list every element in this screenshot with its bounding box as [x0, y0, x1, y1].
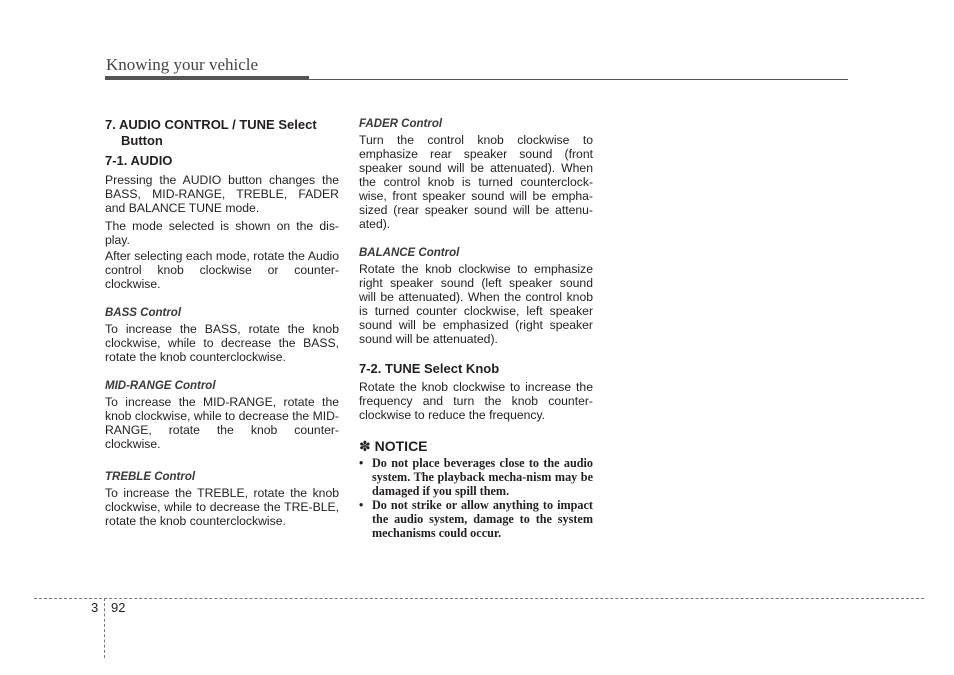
balance-control-heading: BALANCE Control	[359, 247, 460, 259]
subsection-heading-tune: 7-2. TUNE Select Knob	[359, 361, 500, 376]
notice-heading	[359, 437, 593, 455]
bass-control-text: To increase the BASS, rotate the knob clockwise, while to decrease the BASS, rotate the knob counterclockwise.	[105, 322, 339, 364]
tune-text: Rotate the knob clockwise to increase the frequency and turn the knob counter-clockwise to reduce the frequency.	[359, 380, 593, 422]
notice-item	[359, 498, 593, 540]
midrange-control-heading: MID-RANGE Control	[105, 380, 216, 392]
balance-control-text: Rotate the knob clockwise to emphasize right speaker sound (left speaker sound will be attenuated). When the control knob is turned counter clockwise, left speaker sound will be emphasized (right speaker sound will be attenuated).	[359, 262, 593, 346]
fader-control-text: Turn the control knob clockwise to emphasize rear speaker sound (front speaker sound will be attenuated). When the control knob is turned counterclock-wise, front speaker sound will be empha-sized (rear speaker sound will be attenu-ated).	[359, 133, 593, 231]
header-rule-thick	[105, 76, 309, 80]
subsection-heading-audio: 7-1. AUDIO	[105, 153, 173, 168]
treble-control-heading: TREBLE Control	[105, 471, 196, 483]
midrange-control-text: To increase the MID-RANGE, rotate the knob clockwise, while to decrease the MID-RANGE, rotate the knob counter-clockwise.	[105, 395, 339, 451]
treble-control-text: To increase the TREBLE, rotate the knob clockwise, while to decrease the TRE-BLE, rotate the knob counterclockwise.	[105, 486, 339, 528]
notice-list	[359, 456, 593, 540]
notice-item	[359, 456, 593, 498]
bullet-icon: •	[359, 498, 364, 512]
section-heading-line2: Button	[121, 133, 163, 148]
footer-dashed-rule	[34, 598, 924, 599]
bullet-icon: •	[359, 456, 364, 470]
notice-asterisk-icon: ✽	[359, 438, 371, 454]
notice-item-text: Do not place beverages close to the audio system. The playback mecha-nism may be damaged if you spill them.	[372, 456, 593, 498]
running-header: Knowing your vehicle	[106, 55, 259, 74]
middle-column	[359, 117, 593, 540]
footer-vertical-divider	[104, 598, 105, 658]
fader-control-heading: FADER Control	[359, 118, 443, 130]
notice-item-text: Do not strike or allow anything to impact the audio system, damage to the system mechanisms could occur.	[372, 498, 593, 540]
section-heading	[105, 117, 339, 149]
notice-heading-label: NOTICE	[374, 438, 428, 454]
audio-paragraph-1: Pressing the AUDIO button changes the BASS, MID-RANGE, TREBLE, FADER and BALANCE TUNE mode.	[105, 173, 339, 215]
page-number: 92	[111, 600, 126, 615]
section-heading-line1: 7. AUDIO CONTROL / TUNE Select	[105, 117, 317, 132]
chapter-number: 3	[91, 600, 99, 615]
header-rule-thin	[309, 79, 848, 80]
left-column	[105, 117, 339, 528]
bass-control-heading: BASS Control	[105, 307, 182, 319]
audio-paragraph-2: The mode selected is shown on the dis-play.	[105, 219, 339, 247]
audio-paragraph-3: After selecting each mode, rotate the Audio control knob clockwise or counter-clockwise.	[105, 249, 339, 291]
